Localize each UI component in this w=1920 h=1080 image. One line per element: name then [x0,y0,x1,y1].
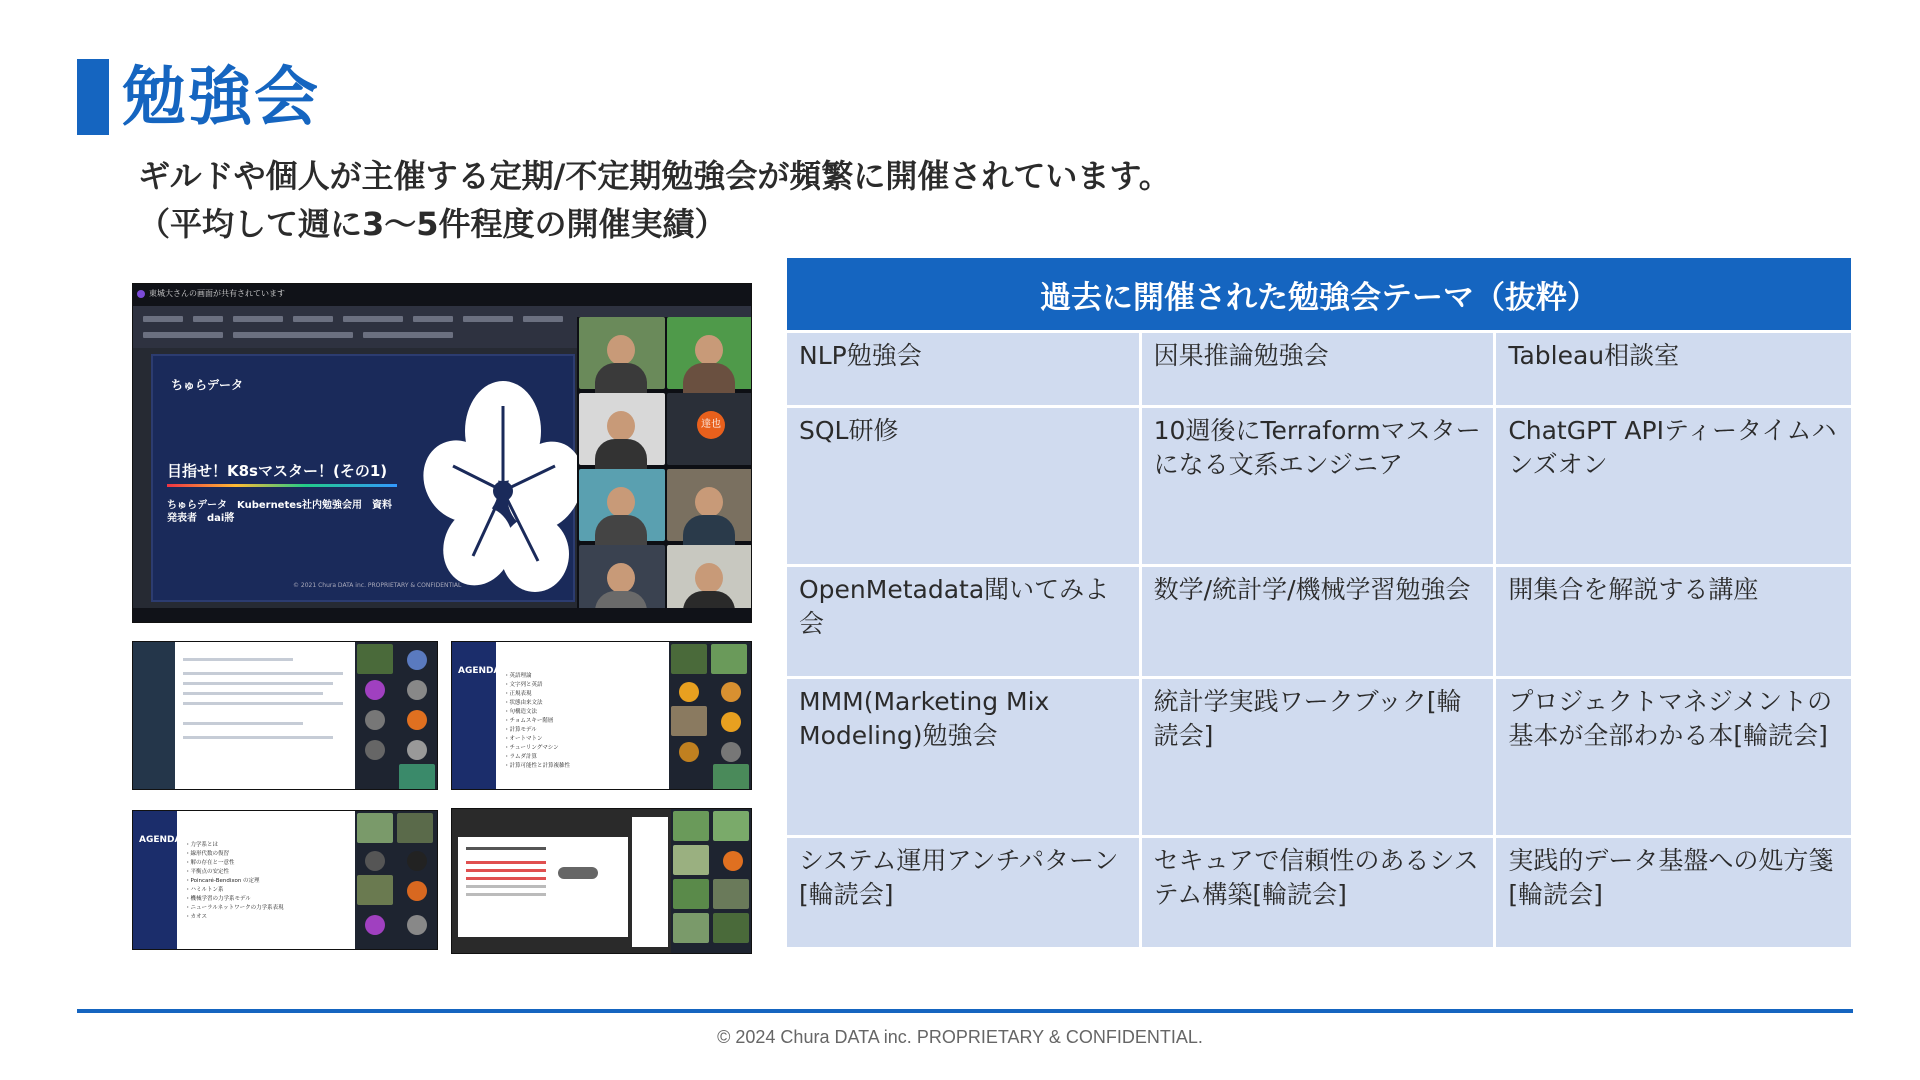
table-row [787,333,1851,408]
slide-heading: 目指せ！K8sマスター！(その1) [167,462,388,480]
agenda-title: AGENDA [458,666,501,676]
table-cell: システム運用アンチパターン[輪読会] [787,838,1142,950]
participant-video [579,317,665,389]
subtitle-line-2: （平均して週に3〜5件程度の開催実績） [138,205,727,243]
table-cell: 実践的データ基盤への処方箋[輪読会] [1496,838,1851,950]
code-panel [632,817,668,947]
slide-footer: © 2021 Chura DATA inc. PROPRIETARY & CONFIDENTIAL [293,582,462,589]
footer-rule [77,1009,1853,1013]
participant-camera-column [671,809,751,953]
hibiscus-flower-icon [423,376,583,596]
participant-video [667,317,752,389]
table-row [787,408,1851,567]
meeting-topbar [133,284,751,306]
meeting-screenshot-main [132,283,752,623]
page-title: 勉強会 [122,61,320,135]
meeting-screenshot-code [451,808,752,954]
participant-camera-column [577,317,752,622]
table-cell: プロジェクトマネジメントの基本が全部わかる本[輪読会] [1496,679,1851,838]
slide-color-rule [167,484,397,487]
table-cell: 因果推論勉強会 [1142,333,1497,408]
meeting-screenshot-agenda-1 [451,641,752,790]
participant-video [667,545,752,617]
meeting-screenshot-agenda-2 [132,810,438,950]
title-accent-bar [77,59,109,135]
table-cell: 10週後にTerraformマスターになる文系エンジニア [1142,408,1497,567]
shared-slide [151,354,575,602]
table-cell: MMM(Marketing Mix Modeling)勉強会 [787,679,1142,838]
agenda-band [452,642,496,789]
agenda-list: ・英語理論 ・文字列と英語 ・正規表現 ・状態由来文法 ・句構造文法 ・チョムスキー階層 ・計算モデル ・オートマトン ・チューリングマシン ・ラムダ計算 ・計算可能性と計算複雑性 [504,673,571,769]
table-cell: OpenMetadata聞いてみよ会 [787,567,1142,679]
slide-presenter: 発表者 dai將 [167,513,235,524]
participant-video [579,545,665,617]
table-cell: 開集合を解説する講座 [1496,567,1851,679]
slide-subtitle: ちゅらデータ Kubernetes社内勉強会用 資料 [167,500,392,511]
table-row [787,567,1851,679]
participant-video [667,393,752,465]
table-cell: 統計学実践ワークブック[輪読会] [1142,679,1497,838]
participant-video [579,393,665,465]
sharing-caption: 東城大さんの画面が共有されています [149,289,285,298]
slide-brand-logo: ちゅらデータ [171,378,244,392]
table-row [787,679,1851,838]
participant-initial-badge: 達也 [697,411,725,439]
topics-table [787,258,1851,950]
agenda-list: ・力学系とは ・線形代数の復習 ・解の存在と一意性 ・平衡点の安定性 ・Poincaré-Bendixon の定理 ・ハミルトン系 ・機械学習の力学系モデル ・ニューラルネットワークの力学系表現 ・カオス [185,842,284,920]
participant-camera-column [355,811,437,949]
agenda-title: AGENDA [139,835,182,845]
shared-doc [458,837,628,937]
table-cell: 数学/統計学/機械学習勉強会 [1142,567,1497,679]
meeting-screenshot-doc [132,641,438,790]
topics-table-header: 過去に開催された勉強会テーマ（抜粋） [787,258,1851,333]
table-cell: SQL研修 [787,408,1142,567]
table-cell: ChatGPT APIティータイムハンズオン [1496,408,1851,567]
table-cell: NLP勉強会 [787,333,1142,408]
table-row [787,838,1851,950]
participant-video [579,469,665,541]
agenda-band [133,811,177,949]
presenter-avatar-icon [137,290,145,298]
copyright-footer: © 2024 Chura DATA inc. PROPRIETARY & CONFIDENTIAL. [717,1027,1203,1047]
page-subtitle [138,152,1171,248]
meeting-controls-bar [133,608,751,622]
participant-camera-column [355,642,437,789]
table-cell: Tableau相談室 [1496,333,1851,408]
participant-camera-column [669,642,751,789]
subtitle-line-1: ギルドや個人が主催する定期/不定期勉強会が頻繁に開催されています。 [138,157,1171,195]
doc-sidebar [133,642,175,789]
table-cell: セキュアで信頼性のあるシステム構築[輪読会] [1142,838,1497,950]
participant-video [667,469,752,541]
